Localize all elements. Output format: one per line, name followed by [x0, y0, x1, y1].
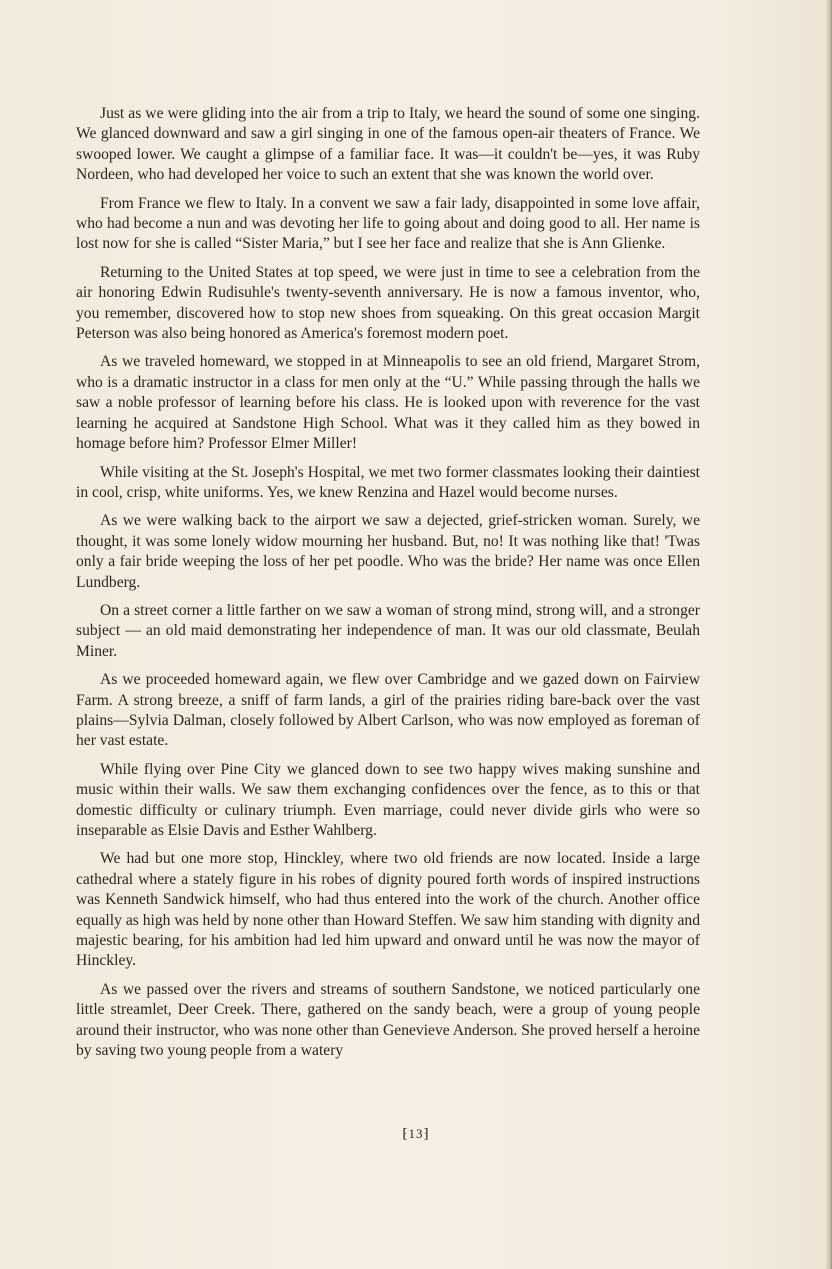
paragraph-4: As we traveled homeward, we stopped in at Minneapolis to see an old friend, Margaret Strom, who is a dramatic instructor in a class for men only at the “U.” While passing through the halls we saw a noble professor of learning before his class. He is looked upon with reverence for the vast learning he acquired at Sandstone High School. What was it they called him as they bowed in homage before him? Professor Elmer Miller!: [76, 353, 700, 453]
body-text: [76, 104, 700, 1069]
page-number: ⁅13⁆: [402, 1126, 430, 1141]
paragraph-2: From France we flew to Italy. In a convent we saw a fair lady, disappointed in some love affair, who had become a nun and was devoting her life to going about and doing good to all. Her name is lost now for she is called “Sister Maria,” but I see her face and realize that she is Ann Glienke.: [76, 194, 700, 253]
paragraph-10: We had but one more stop, Hinckley, where two old friends are now located. Inside a large cathedral where a stately figure in his robes of dignity poured forth words of inspired instructions was Kenneth Sandwick himself, who had thus entered into the work of the church. Another office equally as high was held by none other than Howard Steffen. We saw him standing with dignity and majestic bearing, for his ambition had led him upward and onward until he was now the mayor of Hinckley.: [76, 850, 700, 970]
paragraph-6: As we were walking back to the airport we saw a dejected, grief-stricken woman. Surely, we thought, it was some lonely widow mourning her husband. But, no! It was nothing like that! 'Twas only a fair bride weeping the loss of her pet poodle. Who was the bride? Her name was once Ellen Lundberg.: [76, 512, 700, 591]
paragraph-5: While visiting at the St. Joseph's Hospital, we met two former classmates looking their daintiest in cool, crisp, white uniforms. Yes, we knew Renzina and Hazel would become nurses.: [76, 463, 700, 501]
paragraph-8: As we proceeded homeward again, we flew over Cambridge and we gazed down on Fairview Farm. A strong breeze, a sniff of farm lands, a girl of the prairies riding bare-back over the vast plains—Sylvia Dalman, closely followed by Albert Carlson, who was now employed as foreman of her vast estate.: [76, 671, 700, 750]
paragraph-11: As we passed over the rivers and streams of southern Sandstone, we noticed particularly one little streamlet, Deer Creek. There, gathered on the sandy beach, were a group of young people around their instructor, who was none other than Genevieve Anderson. She proved herself a heroine by saving two young people from a watery: [76, 980, 700, 1060]
page-edge-shadow: [826, 0, 832, 1269]
paragraph-1: Just as we were gliding into the air from a trip to Italy, we heard the sound of some one singing. We glanced downward and saw a girl singing in one of the famous open-air theaters of France. We swooped lower. We caught a glimpse of a familiar face. It was—it couldn't be—yes, it was Ruby Nordeen, who had developed her voice to such an extent that she was known the world over.: [76, 105, 700, 184]
paragraph-3: Returning to the United States at top speed, we were just in time to see a celebration from the air honoring Edwin Rudisuhle's twenty-seventh anniversary. He is now a famous inventor, who, you remember, discovered how to stop new shoes from squeaking. On this great occasion Margit Peterson was also being honored as America's foremost modern poet.: [76, 263, 700, 343]
paragraph-9: While flying over Pine City we glanced down to see two happy wives making sunshine and music within their walls. We saw them exchanging confidences over the fence, as to this or that domestic difficulty or culinary triumph. Even marriage, could never divide girls who were so inseparable as Elsie Davis and Esther Wahlberg.: [76, 760, 700, 839]
paragraph-7: On a street corner a little farther on we saw a woman of strong mind, strong will, and a stronger subject — an old maid demonstrating her independence of man. It was our old classmate, Beulah Miner.: [76, 601, 700, 660]
